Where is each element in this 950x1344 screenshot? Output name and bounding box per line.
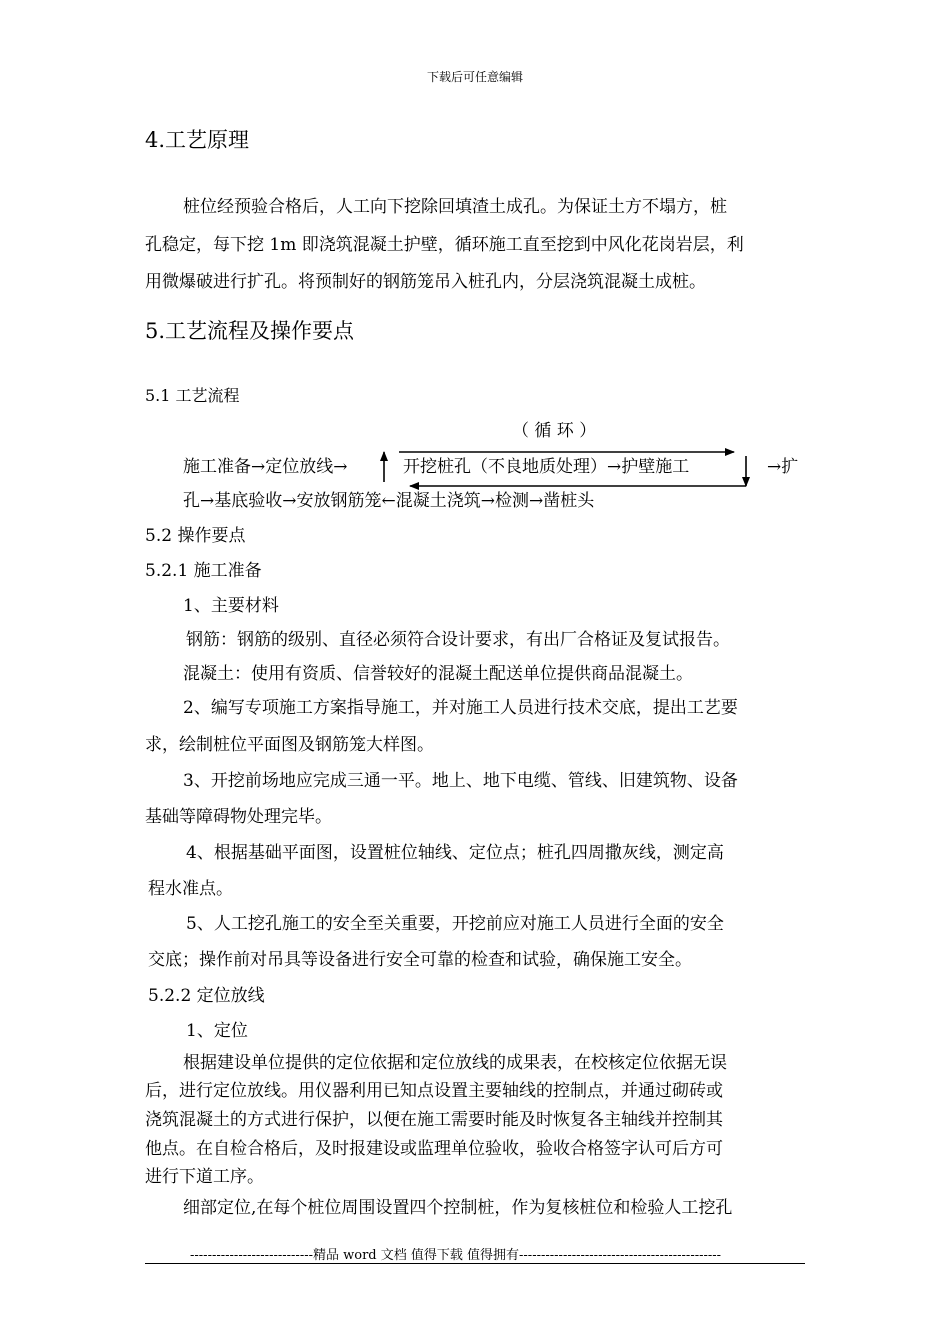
item-2-line1: 2、编写专项施工方案指导施工，并对施工人员进行技术交底，提出工艺要 — [183, 698, 738, 718]
paragraph-line: 根据建设单位提供的定位依据和定位放线的成果表，在校核定位依据无误 — [183, 1053, 727, 1073]
paragraph-line: 桩位经预验合格后，人工向下挖除回填渣土成孔。为保证土方不塌方，桩 — [183, 197, 727, 217]
flow-row1-middle: 开挖桩孔（不良地质处理）→护壁施工 — [403, 457, 690, 477]
page-header: 下载后可任意编辑 — [426, 70, 523, 84]
section-5-2-title: 5.2 操作要点 — [145, 526, 246, 546]
footer-rule — [145, 1263, 805, 1264]
page-footer: ----------------------------精品 word 文档 值得下载 值得拥有---------------------------------------------- — [190, 1248, 722, 1263]
section-5-1-title: 5.1 工艺流程 — [145, 386, 240, 405]
paragraph-line: 孔稳定，每下挖 1m 即浇筑混凝土护壁，循环施工直至挖到中风化花岗岩层，利 — [145, 235, 744, 255]
item-5-line2: 交底；操作前对吊具等设备进行安全可靠的检查和试验，确保施工安全。 — [148, 950, 692, 970]
steel-line: 钢筋：钢筋的级别、直径必须符合设计要求，有出厂合格证及复试报告。 — [186, 630, 730, 650]
paragraph-line: 细部定位,在每个桩位周围设置四个控制桩，作为复核桩位和检验人工挖孔 — [183, 1198, 733, 1218]
paragraph-line: 他点。在自检合格后，及时报建设或监理单位验收，验收合格签字认可后方可 — [145, 1139, 723, 1159]
section-5-2-2-title: 5.2.2 定位放线 — [148, 986, 265, 1006]
flow-row1-right: →扩 — [767, 457, 799, 477]
item-5-line1: 5、人工挖孔施工的安全至关重要，开挖前应对施工人员进行全面的安全 — [186, 914, 724, 934]
paragraph-line: 浇筑混凝土的方式进行保护，以便在施工需要时能及时恢复各主轴线并控制其 — [145, 1110, 723, 1130]
paragraph-line: 用微爆破进行扩孔。将预制好的钢筋笼吊入桩孔内，分层浇筑混凝土成桩。 — [145, 272, 706, 292]
section-4-title: 4.工艺原理 — [145, 128, 250, 152]
section-5-title: 5.工艺流程及操作要点 — [145, 319, 355, 343]
item-1: 1、主要材料 — [183, 596, 279, 616]
concrete-line: 混凝土：使用有资质、信誉较好的混凝土配送单位提供商品混凝土。 — [183, 664, 693, 684]
flow-row2: 孔→基底验收→安放钢筋笼←混凝土浇筑→检测→凿桩头 — [183, 491, 595, 511]
paragraph-line: 进行下道工序。 — [145, 1167, 264, 1187]
flow-row1-left: 施工准备→定位放线→ — [183, 457, 348, 477]
paragraph-line: 后，进行定位放线。用仪器利用已知点设置主要轴线的控制点，并通过砌砖或 — [145, 1081, 723, 1101]
item-2-line2: 求，绘制桩位平面图及钢筋笼大样图。 — [145, 735, 434, 755]
item-3-line2: 基础等障碍物处理完毕。 — [145, 807, 332, 827]
item-4-line1: 4、根据基础平面图，设置桩位轴线、定位点；桩孔四周撒灰线，测定高 — [186, 843, 724, 863]
section-5-2-1-title: 5.2.1 施工准备 — [145, 561, 262, 581]
item-3-line1: 3、开挖前场地应完成三通一平。地上、地下电缆、管线、旧建筑物、设备 — [183, 771, 738, 791]
cycle-label: （ 循 环 ） — [512, 421, 597, 441]
item-4-line2: 程水准点。 — [148, 879, 233, 899]
item-locate: 1、定位 — [186, 1021, 248, 1041]
